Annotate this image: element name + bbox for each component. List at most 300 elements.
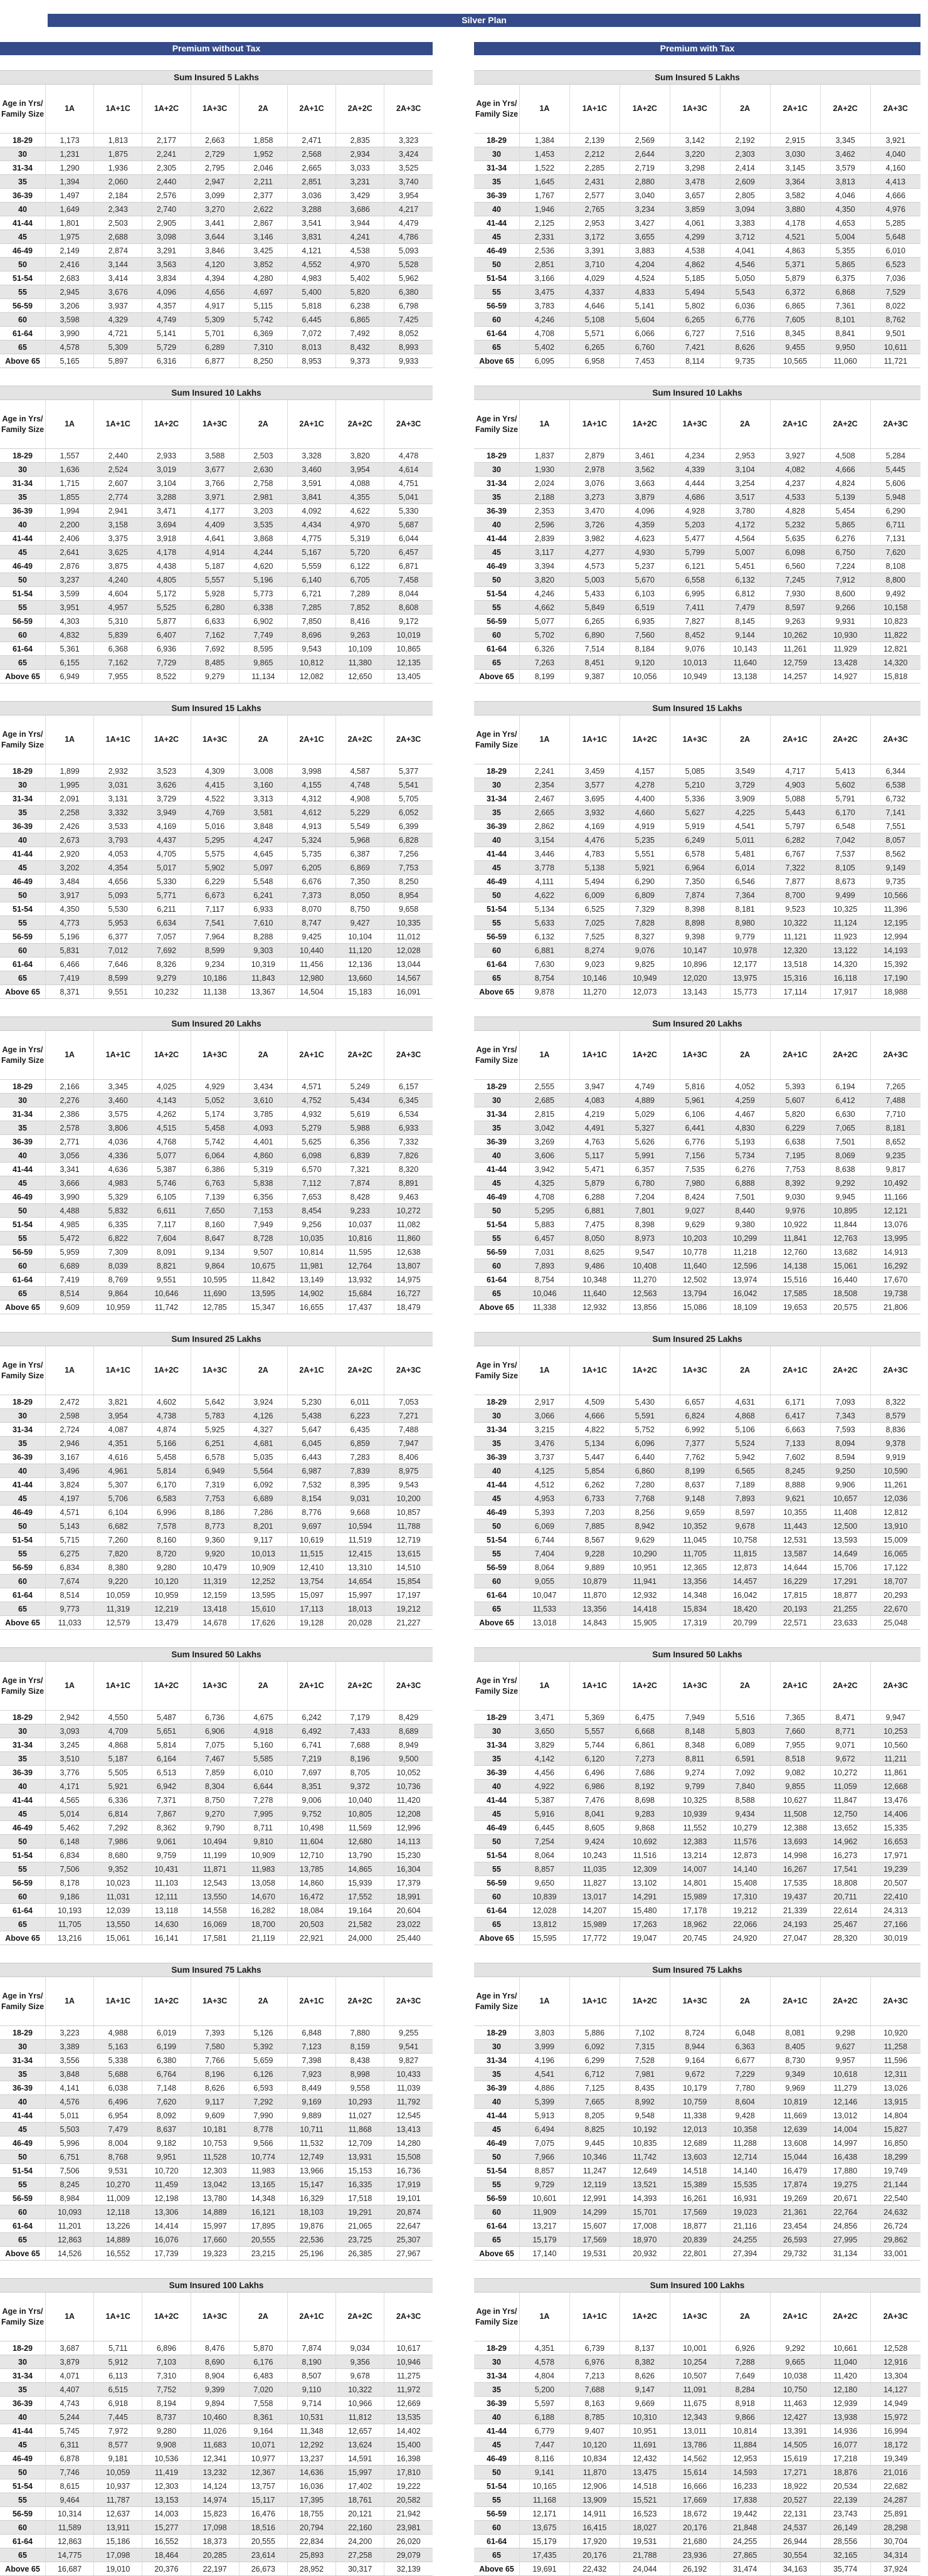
premium-cell: 9,428	[720, 2109, 770, 2123]
premium-cell: 4,309	[191, 764, 239, 778]
premium-cell: 7,514	[569, 642, 620, 656]
premium-cell: 4,350	[46, 902, 94, 916]
premium-cell: 4,083	[569, 1094, 620, 1107]
premium-cell: 10,823	[870, 615, 920, 628]
premium-cell: 11,103	[142, 1876, 191, 1890]
premium-cell: 15,277	[142, 2521, 191, 2535]
premium-cell: 4,988	[94, 2026, 142, 2040]
premium-cell: 12,208	[384, 1807, 433, 1821]
premium-cell: 6,525	[569, 902, 620, 916]
age-cell: 40	[474, 2095, 520, 2109]
premium-cell: 12,502	[670, 1273, 720, 1287]
family-size-header: 2A	[239, 1977, 287, 2026]
premium-cell: 3,394	[520, 559, 570, 573]
premium-cell: 11,035	[569, 1862, 620, 1876]
premium-cell: 14,504	[287, 985, 335, 999]
premium-cell: 28,320	[820, 1931, 870, 1945]
premium-cell: 8,476	[191, 2341, 239, 2355]
premium-cell: 3,144	[94, 258, 142, 272]
premium-cell: 5,928	[191, 587, 239, 601]
premium-cell: 2,945	[46, 285, 94, 299]
premium-cell: 4,036	[94, 1135, 142, 1149]
table-row	[0, 2164, 433, 2178]
premium-cell: 4,641	[191, 532, 239, 546]
header-row	[474, 1662, 920, 1711]
age-cell: 40	[0, 1464, 46, 1478]
premium-cell: 4,889	[620, 1094, 670, 1107]
premium-cell: 4,612	[287, 806, 335, 820]
premium-cell: 3,829	[520, 1738, 570, 1752]
premium-cell: 9,810	[239, 1835, 287, 1849]
premium-cell: 16,666	[670, 2479, 720, 2493]
premium-cell: 2,472	[46, 1395, 94, 1409]
premium-cell: 8,737	[142, 2410, 191, 2424]
premium-cell: 22,066	[720, 1918, 770, 1931]
premium-cell: 6,657	[670, 1395, 720, 1409]
table-row	[0, 2233, 433, 2247]
premium-cell: 11,528	[191, 2150, 239, 2164]
table-row	[474, 971, 920, 985]
premium-cell: 5,174	[191, 1107, 239, 1121]
section-title: Sum Insured 100 Lakhs	[474, 2278, 920, 2293]
premium-cell: 5,814	[142, 1738, 191, 1752]
premium-cell: 7,537	[820, 847, 870, 861]
age-cell: 45	[474, 1807, 520, 1821]
premium-cell: 1,899	[46, 764, 94, 778]
table-row	[0, 2424, 433, 2438]
premium-cell: 6,380	[384, 285, 433, 299]
premium-cell: 11,261	[870, 1478, 920, 1492]
premium-cell: 12,812	[870, 1506, 920, 1519]
premium-cell: 5,752	[620, 1423, 670, 1437]
premium-cell: 3,726	[569, 518, 620, 532]
family-size-header: 2A+3C	[870, 400, 920, 449]
premium-cell: 10,657	[820, 1492, 870, 1506]
premium-cell: 7,219	[287, 1752, 335, 1766]
premium-cell: 12,111	[142, 1890, 191, 1904]
premium-cell: 7,840	[720, 1780, 770, 1793]
premium-cell: 9,076	[670, 642, 720, 656]
premium-cell: 6,958	[569, 354, 620, 368]
premium-cell: 4,169	[142, 820, 191, 833]
premium-cell: 12,367	[239, 2466, 287, 2479]
premium-cell: 11,972	[384, 2383, 433, 2397]
premium-cell: 14,193	[870, 944, 920, 958]
premium-cell: 4,828	[770, 504, 820, 518]
premium-cell: 11,009	[94, 2192, 142, 2205]
premium-cell: 24,255	[720, 2233, 770, 2247]
table-row	[0, 587, 433, 601]
premium-cell: 20,671	[820, 2192, 870, 2205]
premium-cell: 7,213	[569, 2369, 620, 2383]
premium-cell: 12,785	[191, 1301, 239, 1314]
premium-cell: 8,567	[569, 1533, 620, 1547]
premium-cell: 12,028	[520, 1904, 570, 1918]
premium-cell: 5,797	[770, 820, 820, 833]
premium-cell: 4,645	[239, 847, 287, 861]
premium-cell: 8,771	[820, 1724, 870, 1738]
premium-cell: 4,675	[239, 1711, 287, 1724]
premium-cell: 5,870	[239, 2341, 287, 2355]
premium-cell: 4,930	[620, 546, 670, 559]
premium-cell: 8,857	[520, 2164, 570, 2178]
family-size-header: 2A+1C	[287, 2293, 335, 2341]
premium-cell: 11,552	[670, 1821, 720, 1835]
family-size-header: 1A	[520, 2293, 570, 2341]
premium-cell: 4,743	[46, 2397, 94, 2410]
premium-cell: 16,438	[820, 2150, 870, 2164]
age-cell: 30	[0, 2355, 46, 2369]
age-cell: 36-39	[474, 2081, 520, 2095]
premium-cell: 8,730	[770, 2054, 820, 2067]
premium-cell: 18,707	[870, 1575, 920, 1588]
premium-cell: 3,820	[520, 573, 570, 587]
premium-cell: 4,355	[336, 490, 384, 504]
premium-cell: 17,920	[569, 2535, 620, 2548]
age-cell: 45	[474, 230, 520, 244]
premium-cell: 2,596	[520, 518, 570, 532]
premium-cell: 6,871	[384, 559, 433, 573]
table-row	[0, 792, 433, 806]
premium-cell: 3,270	[191, 203, 239, 216]
age-cell: 50	[0, 1204, 46, 1218]
premium-cell: 17,541	[820, 1862, 870, 1876]
premium-cell: 9,235	[870, 1149, 920, 1163]
age-cell: 55	[0, 2493, 46, 2507]
premium-cell: 8,424	[670, 1190, 720, 1204]
premium-cell: 2,851	[287, 175, 335, 189]
premium-cell: 14,402	[384, 2424, 433, 2438]
age-cell: 50	[474, 1204, 520, 1218]
premium-cell: 10,774	[239, 2150, 287, 2164]
age-cell: 18-29	[0, 449, 46, 463]
premium-cell: 7,874	[670, 889, 720, 902]
age-cell: 30	[474, 463, 520, 477]
premium-cell: 14,902	[287, 1287, 335, 1301]
premium-cell: 13,356	[670, 1575, 720, 1588]
age-cell: 35	[474, 2067, 520, 2081]
table-row	[0, 2452, 433, 2466]
premium-cell: 14,962	[820, 1835, 870, 1849]
table-row	[474, 2054, 920, 2067]
premium-cell: 7,203	[569, 1506, 620, 1519]
premium-cell: 2,644	[620, 147, 670, 161]
premium-cell: 4,327	[239, 1423, 287, 1437]
age-cell: 30	[0, 1094, 46, 1107]
premium-cell: 5,041	[384, 490, 433, 504]
table-row	[474, 518, 920, 532]
premium-cell: 20,839	[670, 2233, 720, 2247]
premium-cell: 5,702	[520, 628, 570, 642]
premium-cell: 22,197	[191, 2562, 239, 2576]
premium-cell: 10,165	[520, 2479, 570, 2493]
premium-cell: 5,494	[670, 285, 720, 299]
table-row	[474, 1409, 920, 1423]
premium-cell: 4,357	[142, 299, 191, 313]
age-cell: 51-54	[474, 1218, 520, 1232]
table-row	[474, 958, 920, 971]
premium-cell: 4,541	[720, 820, 770, 833]
table-row	[0, 1135, 433, 1149]
premium-cell: 11,812	[336, 2410, 384, 2424]
premium-cell: 8,984	[46, 2192, 94, 2205]
premium-cell: 20,293	[870, 1588, 920, 1602]
age-cell: 41-44	[0, 1478, 46, 1492]
premium-cell: 3,921	[870, 134, 920, 147]
premium-cell: 10,566	[870, 889, 920, 902]
premium-cell: 13,044	[384, 958, 433, 971]
table-row	[0, 764, 433, 778]
premium-cell: 7,156	[670, 1149, 720, 1163]
premium-cell: 15,773	[720, 985, 770, 999]
premium-cell: 14,004	[820, 2123, 870, 2136]
premium-cell: 21,339	[770, 1904, 820, 1918]
premium-cell: 13,149	[287, 1273, 335, 1287]
premium-cell: 10,147	[670, 944, 720, 958]
premium-cell: 34,314	[870, 2548, 920, 2562]
premium-cell: 4,444	[670, 477, 720, 490]
premium-cell: 15,061	[820, 1259, 870, 1273]
premium-cell: 5,307	[94, 1478, 142, 1492]
premium-cell: 9,279	[142, 971, 191, 985]
premium-cell: 10,037	[336, 1218, 384, 1232]
premium-cell: 11,045	[670, 1533, 720, 1547]
premium-cell: 5,832	[94, 1204, 142, 1218]
premium-cell: 10,536	[142, 2452, 191, 2466]
premium-cell: 20,534	[820, 2479, 870, 2493]
premium-cell: 3,954	[94, 1409, 142, 1423]
table-row	[474, 2233, 920, 2247]
premium-cell: 12,680	[336, 1835, 384, 1849]
premium-cell: 20,794	[287, 2521, 335, 2535]
premium-cell: 6,839	[336, 1149, 384, 1163]
table-row	[0, 327, 433, 340]
premium-cell: 17,395	[287, 2493, 335, 2507]
premium-cell: 17,437	[336, 1301, 384, 1314]
premium-cell: 14,526	[46, 2247, 94, 2261]
premium-cell: 7,020	[239, 2383, 287, 2397]
premium-cell: 10,978	[720, 944, 770, 958]
premium-cell: 12,252	[239, 1575, 287, 1588]
premium-cell: 6,170	[142, 1478, 191, 1492]
table-row	[474, 1616, 920, 1630]
premium-cell: 23,981	[384, 2521, 433, 2535]
premium-cell: 5,477	[670, 532, 720, 546]
premium-cell: 6,798	[384, 299, 433, 313]
premium-cell: 25,891	[870, 2507, 920, 2521]
premium-cell: 7,506	[46, 1862, 94, 1876]
age-cell: 45	[474, 2123, 520, 2136]
premium-cell: 18,700	[239, 1918, 287, 1931]
premium-cell: 9,186	[46, 1890, 94, 1904]
premium-cell: 16,440	[820, 1273, 870, 1287]
premium-cell: 23,743	[820, 2507, 870, 2521]
premium-cell: 12,710	[287, 1849, 335, 1862]
age-cell: 50	[0, 889, 46, 902]
premium-cell: 17,626	[239, 1616, 287, 1630]
premium-cell: 14,558	[191, 1904, 239, 1918]
age-cell: 55	[474, 1232, 520, 1245]
premium-cell: 6,412	[820, 1094, 870, 1107]
family-size-header: 1A	[46, 1662, 94, 1711]
premium-cell: 5,625	[287, 1135, 335, 1149]
age-cell: 51-54	[474, 1533, 520, 1547]
premium-cell: 4,749	[620, 1080, 670, 1094]
premium-cell: 5,968	[336, 833, 384, 847]
premium-cell: 3,778	[520, 861, 570, 875]
family-size-header: 2A+1C	[287, 1977, 335, 2026]
premium-cell: 13,938	[820, 2410, 870, 2424]
table-row	[474, 2095, 920, 2109]
premium-cell: 1,801	[46, 216, 94, 230]
table-row	[474, 1478, 920, 1492]
premium-cell: 5,559	[287, 559, 335, 573]
table-row	[474, 2150, 920, 2164]
premium-cell: 6,275	[46, 1547, 94, 1561]
premium-cell: 7,012	[94, 944, 142, 958]
premium-cell: 8,041	[569, 1807, 620, 1821]
table-row	[0, 1602, 433, 1616]
premium-cell: 4,093	[239, 1121, 287, 1135]
premium-cell: 11,871	[191, 1862, 239, 1876]
premium-cell: 6,868	[820, 285, 870, 299]
premium-cell: 2,149	[46, 244, 94, 258]
table-row	[0, 463, 433, 477]
sum-insured-section	[0, 1963, 433, 2261]
premium-cell: 6,593	[239, 2081, 287, 2095]
premium-cell: 6,767	[770, 847, 820, 861]
premium-cell: 5,244	[46, 2410, 94, 2424]
premium-cell: 13,624	[336, 2438, 384, 2452]
premium-cell: 3,099	[191, 189, 239, 203]
premium-cell: 5,877	[142, 615, 191, 628]
age-cell: 51-54	[474, 902, 520, 916]
premium-cell: 5,607	[770, 1094, 820, 1107]
premium-cell: 6,282	[770, 833, 820, 847]
premium-cell: 5,744	[569, 1738, 620, 1752]
table-row	[0, 1232, 433, 1245]
premium-cell: 9,894	[191, 2397, 239, 2410]
premium-cell: 8,371	[46, 985, 94, 999]
premium-cell: 6,519	[620, 601, 670, 615]
section-title: Sum Insured 50 Lakhs	[0, 1647, 433, 1662]
premium-cell: 16,036	[287, 2479, 335, 2493]
premium-cell: 3,206	[46, 299, 94, 313]
age-cell: Above 65	[0, 1301, 46, 1314]
premium-cell: 3,036	[287, 189, 335, 203]
family-size-header: 1A+1C	[94, 715, 142, 764]
premium-cell: 16,273	[820, 1849, 870, 1862]
sum-insured-section	[0, 1647, 433, 1945]
premium-cell: 14,518	[670, 2164, 720, 2178]
premium-cell: 7,042	[820, 833, 870, 847]
premium-cell: 6,565	[720, 1464, 770, 1478]
premium-cell: 4,738	[142, 1409, 191, 1423]
premium-cell: 7,780	[720, 2081, 770, 2095]
premium-cell: 15,823	[191, 2507, 239, 2521]
age-cell: 65	[474, 2233, 520, 2247]
table-row	[474, 1602, 920, 1616]
premium-cell: 6,290	[870, 504, 920, 518]
family-size-header: 1A+1C	[569, 1346, 620, 1395]
premium-cell: 3,328	[287, 449, 335, 463]
premium-cell: 30,317	[336, 2562, 384, 2576]
premium-cell: 3,231	[336, 175, 384, 189]
premium-cell: 10,565	[770, 354, 820, 368]
premium-cell: 10,595	[191, 1273, 239, 1287]
premium-cell: 5,166	[142, 1437, 191, 1450]
premium-cell: 14,593	[720, 2466, 770, 2479]
premium-cell: 13,535	[384, 2410, 433, 2424]
premium-cell: 12,119	[569, 2178, 620, 2192]
premium-cell: 10,035	[287, 1232, 335, 1245]
premium-cell: 6,064	[191, 1149, 239, 1163]
premium-cell: 9,629	[670, 1218, 720, 1232]
table-row	[474, 764, 920, 778]
family-size-header: 1A	[520, 400, 570, 449]
premium-cell: 6,369	[239, 327, 287, 340]
premium-cell: 3,591	[287, 477, 335, 490]
premium-cell: 10,617	[384, 2341, 433, 2355]
premium-cell: 13,786	[670, 2438, 720, 2452]
premium-cell: 11,604	[287, 1835, 335, 1849]
premium-cell: 7,476	[569, 1793, 620, 1807]
premium-cell: 3,821	[94, 1395, 142, 1409]
age-cell: 55	[474, 1547, 520, 1561]
age-cell: 50	[474, 573, 520, 587]
premium-cell: 8,256	[620, 1506, 670, 1519]
table-row	[0, 1519, 433, 1533]
family-size-header: 2A+3C	[870, 1346, 920, 1395]
age-cell: Above 65	[474, 1616, 520, 1630]
premium-cell: 3,254	[720, 477, 770, 490]
premium-cell: 3,657	[670, 189, 720, 203]
age-cell: 45	[0, 861, 46, 875]
premium-cell: 6,276	[720, 1163, 770, 1176]
premium-cell: 19,047	[620, 1931, 670, 1945]
premium-cell: 4,604	[94, 587, 142, 601]
table-row	[474, 2438, 920, 2452]
premium-cell: 6,377	[94, 930, 142, 944]
premium-cell: 24,313	[870, 1904, 920, 1918]
premium-cell: 8,518	[770, 1752, 820, 1766]
table-row	[474, 1890, 920, 1904]
premium-cell: 12,714	[720, 2150, 770, 2164]
premium-cell: 8,438	[336, 2054, 384, 2067]
premium-cell: 5,237	[620, 559, 670, 573]
premium-cell: 10,977	[239, 2452, 287, 2466]
age-column-header: Age in Yrs/ Family Size	[474, 2293, 520, 2341]
premium-cell: 5,959	[46, 1245, 94, 1259]
premium-cell: 12,135	[384, 656, 433, 670]
premium-cell: 10,494	[191, 1835, 239, 1849]
premium-cell: 16,065	[870, 1547, 920, 1561]
table-row	[0, 670, 433, 684]
premium-cell: 4,155	[287, 778, 335, 792]
age-cell: 40	[474, 1780, 520, 1793]
premium-cell: 4,868	[94, 1738, 142, 1752]
premium-cell: 5,007	[720, 546, 770, 559]
premium-cell: 15,854	[384, 1575, 433, 1588]
premium-cell: 11,124	[820, 916, 870, 930]
premium-cell: 8,091	[142, 1245, 191, 1259]
table-row	[0, 285, 433, 299]
premium-cell: 8,944	[670, 2040, 720, 2054]
premium-cell: 4,111	[520, 875, 570, 889]
premium-cell: 4,196	[520, 2054, 570, 2067]
age-cell: 41-44	[0, 847, 46, 861]
premium-cell: 22,536	[287, 2233, 335, 2247]
